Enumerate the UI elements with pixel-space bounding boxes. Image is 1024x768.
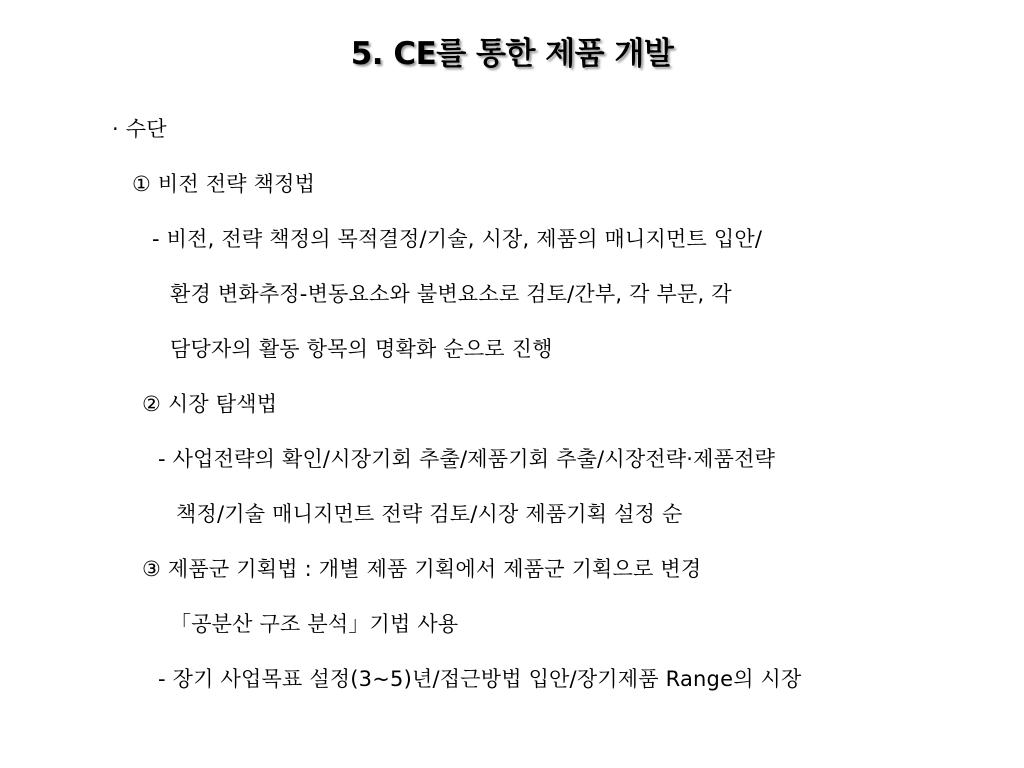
vision-detail-line-2: 환경 변화추정-변동요소와 불변요소로 검토/간부, 각 부문, 각 <box>170 282 732 306</box>
item-market-search-method: ② 시장 탐색법 <box>142 392 278 416</box>
item-product-family-method: ③ 제품군 기획법 : 개별 제품 기획에서 제품군 기획으로 변경 <box>142 557 702 581</box>
bullet-means: · 수단 <box>112 117 167 141</box>
vision-detail-line-3: 담당자의 활동 항목의 명확화 순으로 진행 <box>170 337 553 361</box>
item-vision-strategy-method: ① 비전 전략 책정법 <box>132 172 316 196</box>
product-family-detail-line-2: - 장기 사업목표 설정(3~5)년/접근방법 입안/장기제품 Range의 시장 <box>158 667 802 691</box>
slide-title: 5. CE를 통한 제품 개발 <box>350 36 674 72</box>
vision-detail-line-1: - 비전, 전략 책정의 목적결정/기술, 시장, 제품의 매니지먼트 입안/ <box>152 227 763 251</box>
market-detail-line-2: 책정/기술 매니지먼트 전략 검토/시장 제품기획 설정 순 <box>176 502 683 526</box>
market-detail-line-1: - 사업전략의 확인/시장기회 추출/제품기회 추출/시장전략·제품전략 <box>158 447 776 471</box>
product-family-detail-line-1: 「공분산 구조 분석」기법 사용 <box>170 612 459 636</box>
